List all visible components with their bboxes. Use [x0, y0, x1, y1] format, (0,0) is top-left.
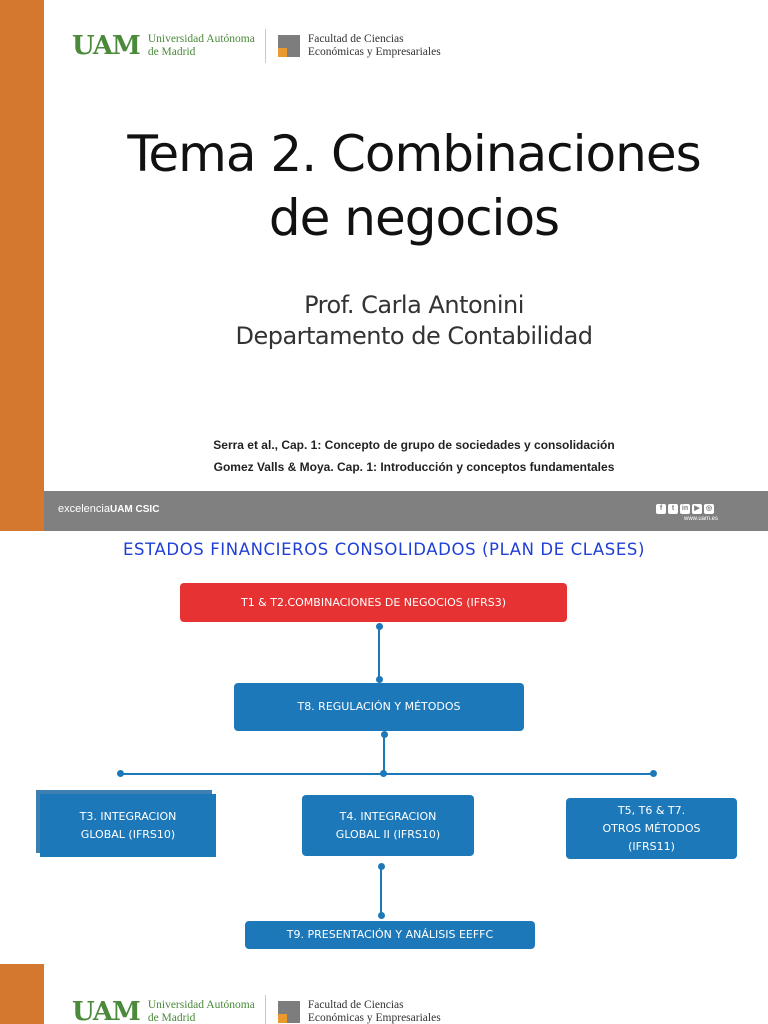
connector-line [383, 733, 385, 775]
slide-subtitle: Prof. Carla Antonini Departamento de Contabilidad [235, 291, 593, 350]
reference-line: Serra et al., Cap. 1: Concepto de grupo de sociedades y consolidación [213, 438, 615, 452]
linkedin-icon[interactable]: in [681, 505, 689, 512]
twitter-icon[interactable]: t [668, 504, 678, 514]
excelencia-logo: excelenciaUAM CSIC [58, 503, 160, 515]
connector-line [120, 773, 655, 775]
header-logos [72, 994, 441, 1024]
uam-logo: UAM [72, 997, 140, 1024]
side-accent-bar [0, 964, 44, 1024]
slide-plan [0, 531, 768, 964]
logo-divider [265, 29, 266, 63]
box-t3: T3. INTEGRACION GLOBAL (IFRS10) [40, 794, 216, 857]
uam-logo: UAM [72, 31, 140, 61]
header-logos [72, 28, 441, 64]
connector-dot [376, 676, 383, 683]
slide-footer [44, 491, 768, 531]
connector-dot [650, 770, 657, 777]
university-name: Universidad Autónoma de Madrid [147, 999, 255, 1024]
references [60, 434, 768, 478]
connector-dot [380, 770, 387, 777]
facebook-icon[interactable]: f [656, 504, 666, 514]
slide-main-title: Tema 2. Combinaciones de negocios [127, 125, 701, 247]
faculty-name: Facultad de Ciencias Económicas y Empresariales [307, 999, 441, 1024]
box-t9: T9. PRESENTACIÓN Y ANÁLISIS EEFFC [245, 921, 535, 949]
box-t4: T4. INTEGRACION GLOBAL II (IFRS10) [302, 795, 474, 856]
faculty-name: Facultad de Ciencias Económicas y Empresariales [307, 33, 441, 58]
faculty-logo-icon [278, 35, 300, 57]
connector-dot [117, 770, 124, 777]
box-t5-t6-t7: T5, T6 & T7. OTROS MÉTODOS (IFRS11) [566, 798, 737, 859]
instagram-icon[interactable]: ◎ [705, 505, 713, 512]
web-url[interactable]: www.uam.es [684, 516, 719, 522]
side-accent-bar [0, 0, 44, 531]
reference-line: Gomez Valls & Moya. Cap. 1: Introducción y conceptos fundamentales [213, 460, 615, 474]
box-t8: T8. REGULACIÓN Y MÉTODOS [234, 683, 524, 731]
social-icons [656, 504, 714, 514]
university-name: Universidad Autónoma de Madrid [147, 33, 255, 58]
box-t1-t2: T1 & T2.COMBINACIONES DE NEGOCIOS (IFRS3) [180, 583, 567, 622]
slide-next [0, 964, 768, 1024]
logo-divider [265, 995, 266, 1024]
connector-line [380, 866, 382, 915]
youtube-icon[interactable]: ▶ [692, 504, 702, 514]
plan-title: ESTADOS FINANCIEROS CONSOLIDADOS (PLAN DE CLASES) [123, 540, 645, 559]
connector-line [378, 626, 380, 679]
faculty-logo-icon [278, 1001, 300, 1023]
connector-dot [378, 912, 385, 919]
